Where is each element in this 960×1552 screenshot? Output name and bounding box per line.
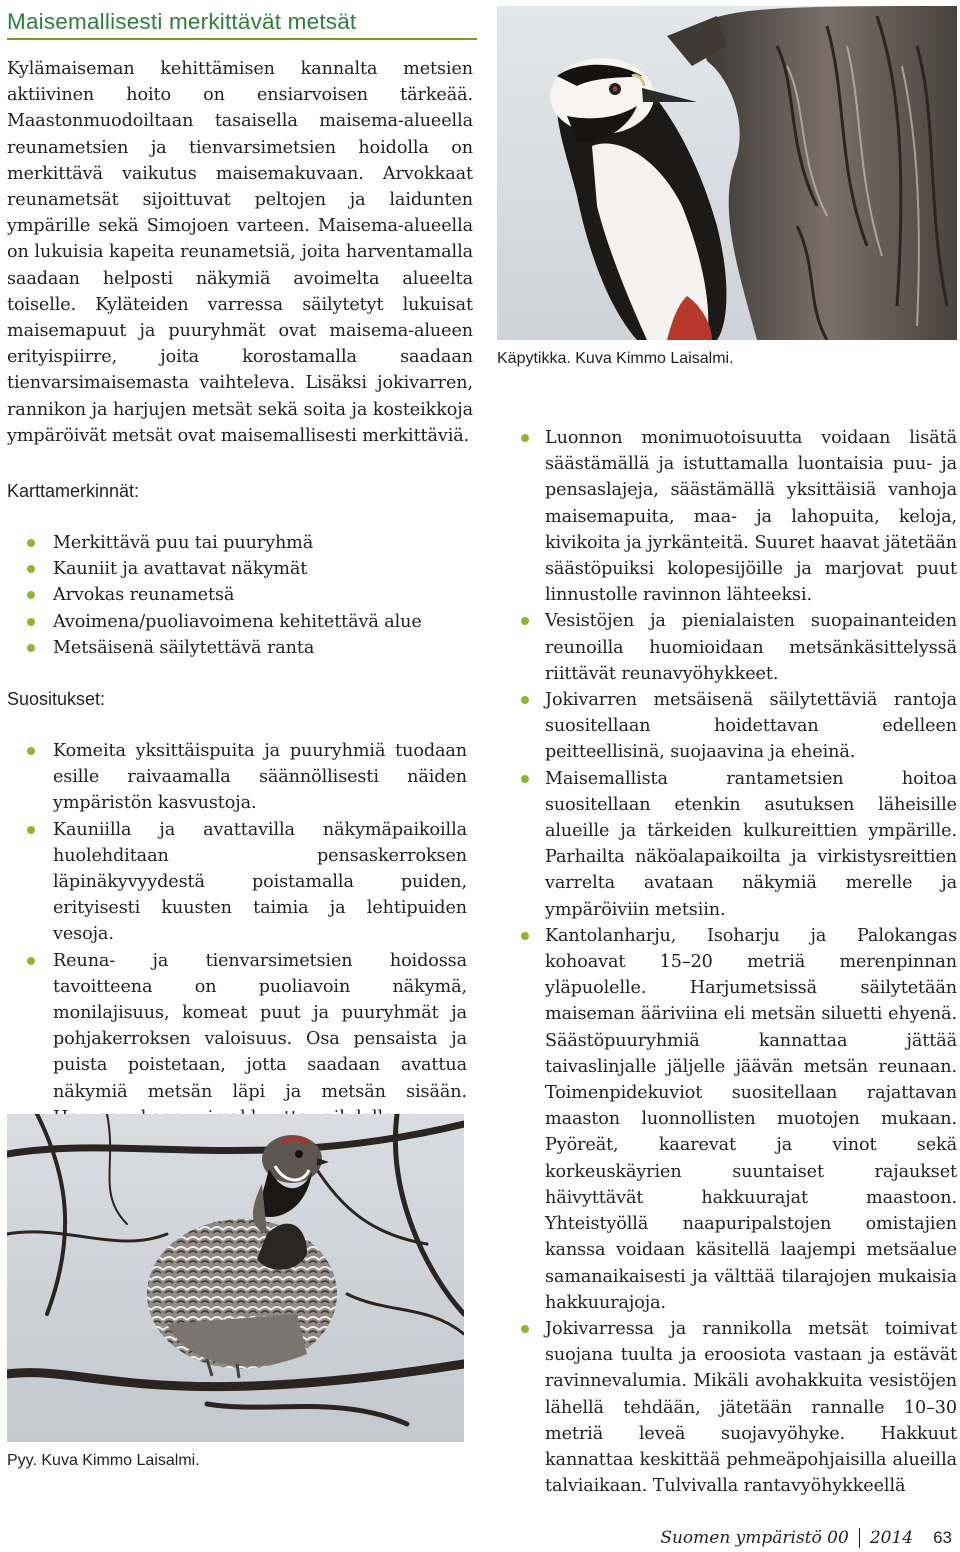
list-item: Luonnon monimuotoisuutta voidaan lisätä säästämällä ja istuttamalla luontaisia puu- ja pensaslajeja, säästämällä yksittäisiä vanhoja maisemapuita, maa- ja lahopuita, keloja, kivikoita ja jyrkänteitä. Suuret haavat jätetään säästöpuiksi kolopesijöille ja marjovat puut linnustolle ravinnon lähteeksi. — [497, 425, 957, 608]
bullet-icon — [27, 565, 35, 573]
list-item: Avoimena/puoliavoimena kehitettävä alue — [7, 609, 467, 635]
bullet-icon — [521, 1325, 529, 1333]
recommendations-list — [7, 738, 467, 1131]
list-item: Metsäisenä säilytettävä ranta — [7, 635, 467, 661]
intro-paragraph — [7, 56, 473, 449]
grouse-caption: Pyy. Kuva Kimmo Laisalmi. — [7, 1452, 200, 1469]
woodpecker-caption: Käpytikka. Kuva Kimmo Laisalmi. — [497, 350, 734, 367]
list-item: Reuna- ja tienvarsimetsien hoidossa tavoitteena on puoliavoin näkymä, monilajisuus, komeat puut ja puuryhmät ja pohjakerroksen valoisuus. Osa pensaista ja puista poistetaan, jotta saadaan avattua näkymiä metsän läpi ja metsän sisään. — [7, 948, 467, 1131]
list-item: Maisemallista rantametsien hoitoa suositellaan etenkin asutuksen läheisille alueille ja tärkeiden kulkureittien ympärille. Parhailta näköalapaikoilta ja virkistysreittien varrelta avataan näkymiä merelle ja ympäröiviin metsiin. — [497, 766, 957, 923]
list-item: Jokivarren metsäisenä säilytettäviä rantoja suositellaan hoidettavan edelleen peitteellisinä, suojaavina ja eheinä. — [497, 687, 957, 766]
page-number: 63 — [933, 1528, 952, 1547]
publication-name: Suomen ympäristö 00 — [660, 1528, 849, 1548]
bullet-icon — [27, 539, 35, 547]
bullet-icon — [27, 957, 35, 965]
bullet-icon — [521, 696, 529, 704]
bullet-icon — [27, 591, 35, 599]
list-item: Kauniilla ja avattavilla näkymäpaikoilla huolehditaan pensaskerroksen läpinäkyvyydestä poistamalla puiden, erityisesti kuusten taimia ja lehtipuiden vesoja. — [7, 817, 467, 948]
list-item: Kauniit ja avattavat näkymät — [7, 556, 467, 582]
publication-year: 2014 — [869, 1528, 914, 1548]
woodpecker-illustration — [497, 6, 957, 340]
grouse-illustration — [7, 1114, 464, 1442]
list-item: Arvokas reunametsä — [7, 582, 467, 608]
list-item: Jokivarressa ja rannikolla metsät toimivat suojana tuulta ja eroosiota vastaan ja estävät ravinnevalumia. Mikäli avohakkuita vesistöjen lähellä tehdään, jätetään rannalle 10–30 metriä leveä suojavyöhyke. Hakkuut kannattaa keskittää pehmeäpohjaisilla alueilla talviaikaan. Tulvivalla rantavyöhykkeellä — [497, 1316, 957, 1499]
bullet-icon — [521, 775, 529, 783]
intro-text: Kylämaiseman kehittämisen kannalta metsien aktiivinen hoito on ensiarvoisen tärkeää. Maastonmuodoiltaan tasaisella maisema-alueella reunametsien ja tienvarsimetsien hoidolla on merkittävä vaikutus maisemakuvaan. Arvokkaat reunametsät sijoittuvat peltojen ja laidunten ympärille sekä Simojoen varteen. Maisema-alueella on lukuisia kapeita reunametsiä, joita harventamalla saadaan helposti näkymiä avoimelta alueelta toiselle. Kyläteiden varressa säilytetyt lukuisat maisemapuut ja puuryhmät ovat maisema-alueen erityispiirre, joita korostamalla saadaan tienvarsimaisemasta vaihteleva. Lisäksi jokivarren, rannikon ja harjujen metsät sekä soita ja kosteikkoja ympäröivät metsät ovat maisemallisesti merkittäviä. — [7, 59, 473, 446]
bullet-icon — [521, 434, 529, 442]
page-footer — [660, 1528, 952, 1548]
woodpecker-photo — [497, 6, 957, 340]
recommendations-heading: Suositukset: — [7, 689, 106, 709]
right-recommendations-list — [497, 425, 957, 1499]
bullet-icon — [27, 618, 35, 626]
bullet-icon — [521, 617, 529, 625]
bullet-icon — [521, 932, 529, 940]
map-legend-list — [7, 530, 467, 661]
map-legend-heading: Karttamerkinnät: — [7, 481, 140, 501]
page-title: Maisemallisesti merkittävät metsät — [7, 9, 357, 34]
bullet-icon — [27, 747, 35, 755]
list-item: Merkittävä puu tai puuryhmä — [7, 530, 467, 556]
list-item: Vesistöjen ja pienialaisten suopainanteiden reunoilla huomioidaan metsänkäsittelyssä riittävät reunavyöhykkeet. — [497, 608, 957, 687]
grouse-photo — [7, 1114, 464, 1442]
bullet-icon — [27, 826, 35, 834]
list-item: Kantolanharju, Isoharju ja Palokangas kohoavat 15–20 metriä merenpinnan yläpuolelle. Harjumetsissä säilytetään maiseman ääriviina eli metsän siluetti ehyenä. Säästöpuuryhmiä kannattaa jättää taivaslinjalle jäljelle jäävän metsän reunaan. Toimenpidekuviot suositellaan rajattavan maaston luonnollisten muotojen mukaan. Pyöreät, kaarevat ja vinot sekä korkeuskäyrien suuntaiset rajaukset häivyttävät hakkuurajat maastoon. Yhteistyöllä naapuripalstojen omistajien kanssa voidaan käsitellä laajempi metsäalue samanaikaisesti ja välttää tilarajojen mukaisia hakkuurajoja. — [497, 923, 957, 1316]
list-item: Komeita yksittäispuita ja puuryhmiä tuodaan esille raivaamalla säännöllisesti näiden ympäristön kasvustoja. — [7, 738, 467, 817]
footer-divider — [859, 1528, 860, 1548]
bullet-icon — [27, 644, 35, 652]
section-header — [7, 4, 477, 40]
